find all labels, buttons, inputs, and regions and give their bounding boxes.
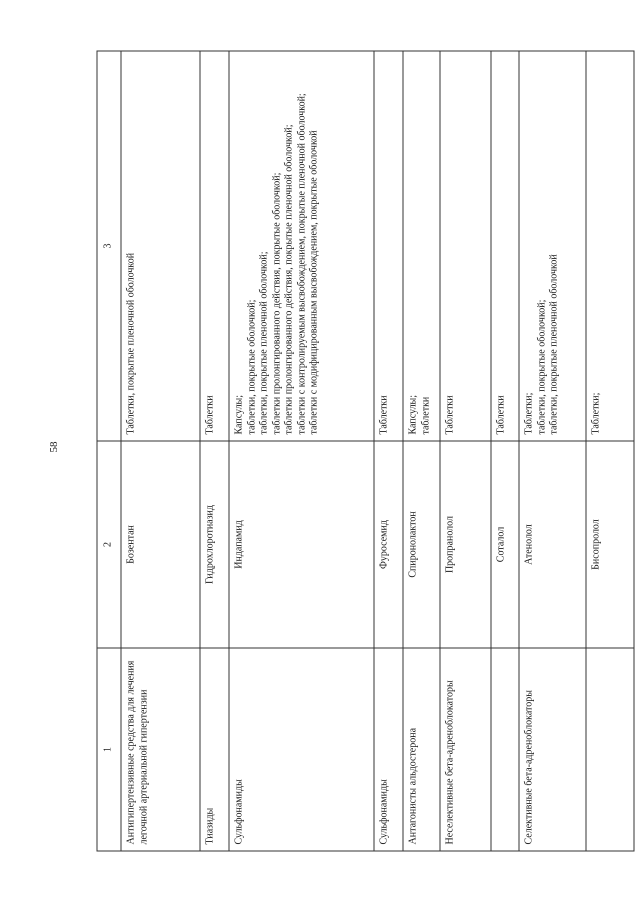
dosage-form-line: Таблетки bbox=[378, 394, 389, 434]
table-row bbox=[519, 51, 586, 851]
dosage-form-line: таблетки пролонгированного действия, покрытые пленочной оболочкой; bbox=[283, 124, 294, 434]
drug-name-cell: Спиронолактон bbox=[403, 441, 440, 648]
dosage-form-line: таблетки пролонгированного действия, покрытые оболочкой; bbox=[270, 172, 282, 434]
dosage-form-line: Таблетки bbox=[444, 394, 455, 434]
dosage-form-line: Таблетки bbox=[495, 394, 506, 434]
dosage-form-cell bbox=[229, 51, 374, 441]
table-row bbox=[121, 51, 200, 851]
dosage-form-cell bbox=[586, 51, 634, 441]
dosage-form-cell bbox=[491, 51, 519, 441]
group-cell: Сульфонамиды bbox=[374, 648, 403, 851]
drug-name-cell: Индапамид bbox=[229, 441, 374, 648]
drug-name-cell: Соталол bbox=[491, 441, 519, 648]
dosage-form-line: таблетки, покрытые пленочной оболочкой bbox=[548, 253, 559, 434]
dosage-form-cell bbox=[403, 51, 440, 441]
group-cell bbox=[491, 648, 519, 851]
group-cell bbox=[586, 648, 634, 851]
dosage-form-line: Капсулы; bbox=[407, 394, 418, 434]
group-cell: Селективные бета-адреноблокаторы bbox=[519, 648, 586, 851]
table-row bbox=[403, 51, 440, 851]
header-cell: 1 bbox=[97, 648, 121, 851]
dosage-form-cell bbox=[440, 51, 491, 441]
group-cell: Сульфонамиды bbox=[229, 648, 374, 851]
dosage-form-line: Капсулы; bbox=[233, 394, 244, 434]
dosage-form-cell bbox=[121, 51, 200, 441]
dosage-form-cell bbox=[519, 51, 586, 441]
dosage-form-line: таблетки с модифицированным высвобождением, покрытые оболочкой bbox=[308, 129, 319, 434]
header-cell: 3 bbox=[97, 51, 121, 441]
drug-name-cell: Гидрохлоротиазид bbox=[200, 441, 229, 648]
drug-name-cell: Пропранолол bbox=[440, 441, 491, 648]
group-cell: Тиазиды bbox=[200, 648, 229, 851]
dosage-form-line: Таблетки, покрытые пленочной оболочкой bbox=[125, 252, 136, 434]
table-row bbox=[491, 51, 519, 851]
table-row bbox=[200, 51, 229, 851]
group-cell: Антигипертензивные средства для лечения легочной артериальной гипертензии bbox=[121, 648, 200, 851]
dosage-form-line: Таблетки; bbox=[590, 392, 601, 434]
drug-name-cell: Фуросемид bbox=[374, 441, 403, 648]
dosage-form-line: Таблетки; bbox=[523, 392, 534, 434]
drug-name-cell: Бозентан bbox=[121, 441, 200, 648]
dosage-form-line: таблетки с контролируемым высвобождением, покрытые пленочной оболочкой; bbox=[295, 92, 307, 434]
header-row bbox=[97, 51, 121, 851]
table-row bbox=[374, 51, 403, 851]
dosage-form-line: таблетки, покрытые пленочной оболочкой; bbox=[258, 250, 269, 434]
group-cell: Неселективные бета-адреноблокаторы bbox=[440, 648, 491, 851]
dosage-form-cell bbox=[200, 51, 229, 441]
dosage-form-line: таблетки, покрытые оболочкой; bbox=[535, 299, 547, 434]
rotated-table-frame bbox=[96, 51, 633, 851]
dosage-form-line: таблетки bbox=[419, 396, 431, 434]
header-cell: 2 bbox=[97, 441, 121, 648]
dosage-form-line: Таблетки bbox=[204, 394, 215, 434]
drug-name-cell: Атенолол bbox=[519, 441, 586, 648]
dosage-form-cell bbox=[374, 51, 403, 441]
drug-name-cell: Бисопролол bbox=[586, 441, 634, 648]
drug-table bbox=[96, 50, 634, 851]
page-number: 58 bbox=[48, 441, 60, 453]
table-row bbox=[586, 51, 634, 851]
dosage-form-line: таблетки, покрытые оболочкой; bbox=[245, 299, 257, 434]
group-cell: Антагонисты альдостерона bbox=[403, 648, 440, 851]
table-row bbox=[229, 51, 374, 851]
table-row bbox=[440, 51, 491, 851]
